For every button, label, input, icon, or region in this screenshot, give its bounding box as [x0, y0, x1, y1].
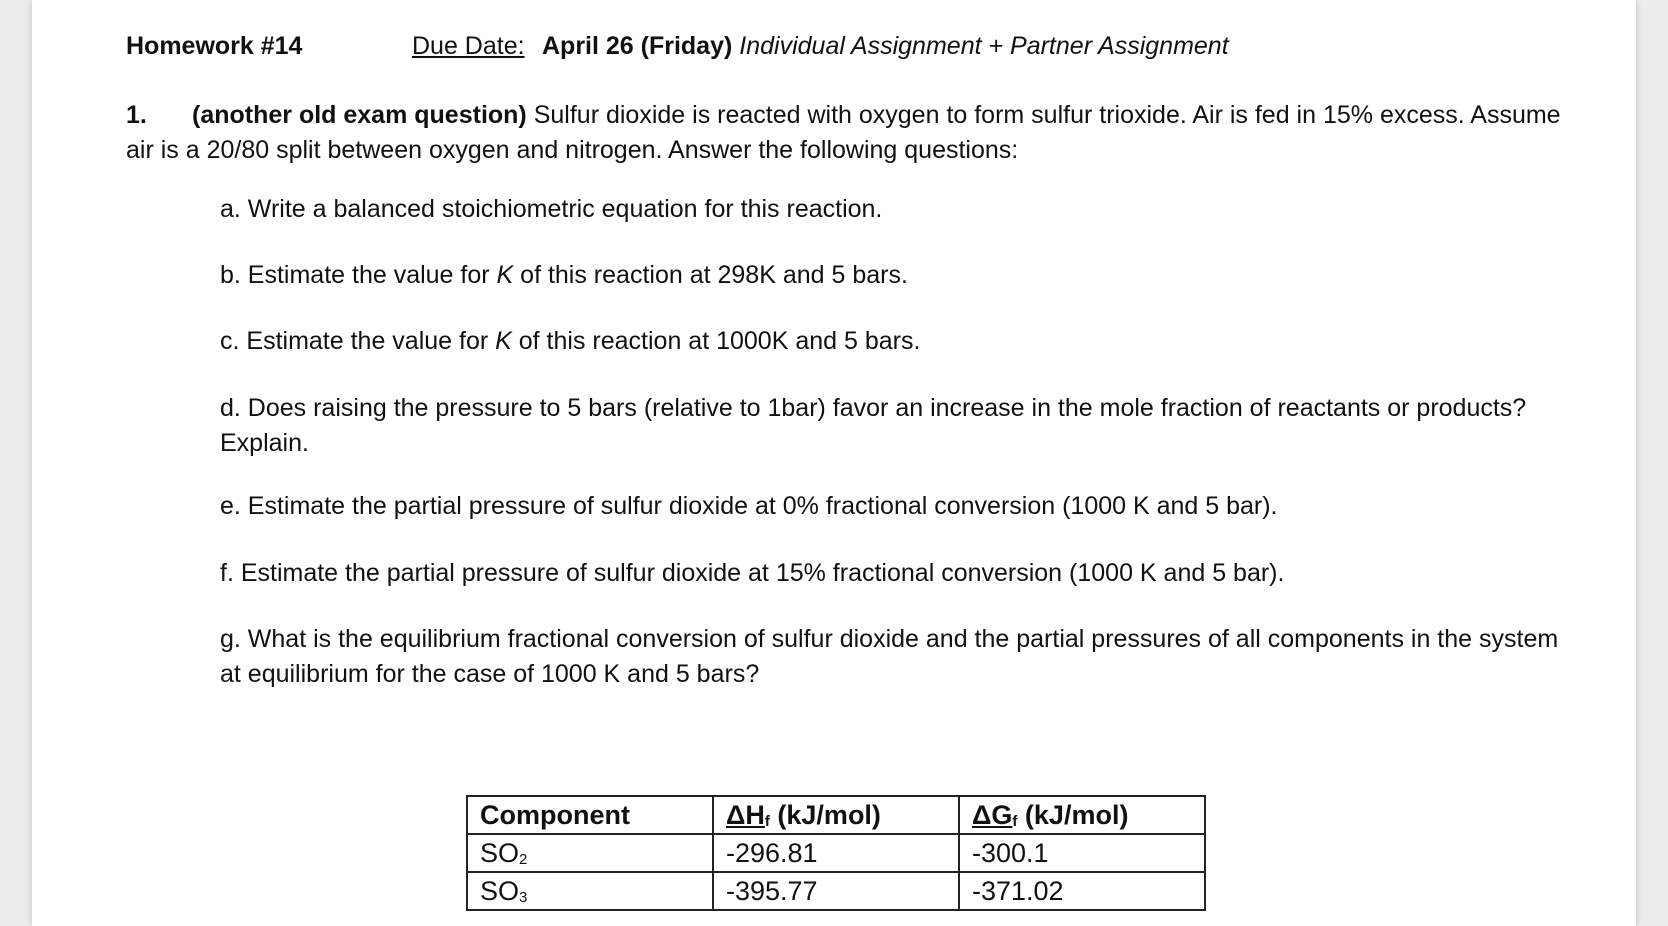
part-b-pre: b. Estimate the value for [220, 261, 497, 289]
homework-title: Homework #14 [126, 32, 303, 60]
part-f: f. Estimate the partial pressure of sulfur dioxide at 15% fractional conversion (1000 K and 5 bar). [220, 559, 1285, 587]
due-date [542, 32, 1229, 61]
due-date-value: April 26 (Friday) [542, 32, 733, 60]
formula-subscript: 2 [519, 850, 528, 868]
header-dhf [713, 796, 959, 834]
dhf-cell: -395.77 [713, 872, 959, 910]
formula-subscript: 3 [519, 888, 528, 906]
part-c-pre: c. Estimate the value for [220, 327, 496, 355]
document-page [32, 0, 1636, 926]
part-g: g. What is the equilibrium fractional conversion of sulfur dioxide and the partial pressures of all components in the system at equilibrium for the case of 1000 K and 5 bars? [220, 625, 1559, 688]
question-number: 1. [126, 101, 147, 129]
part-e: e. Estimate the partial pressure of sulfur dioxide at 0% fractional conversion (1000 K and 5 bar). [220, 492, 1278, 520]
dhf-cell: -296.81 [713, 834, 959, 872]
due-date-label: Due Date: [412, 32, 525, 60]
header-dgf [959, 796, 1205, 834]
thermo-table [466, 795, 1206, 911]
question-tag: (another old exam question) [192, 101, 527, 129]
table-header-row [467, 796, 1205, 834]
question-text: Sulfur dioxide is reacted with oxygen to form sulfur trioxide. Air is fed in 15% excess. Assume air is a 20/80 split between oxygen and nitrogen. Answer the following questions: [126, 101, 1561, 164]
part-b-var: K [496, 261, 514, 289]
assignment-type: Individual Assignment + Partner Assignment [739, 32, 1229, 60]
part-b [220, 258, 1570, 293]
homework-header [126, 32, 1229, 61]
dgf-cell: -300.1 [959, 834, 1205, 872]
header-component: Component [467, 796, 713, 834]
part-a: a. Write a balanced stoichiometric equation for this reaction. [220, 195, 883, 223]
part-d: d. Does raising the pressure to 5 bars (relative to 1bar) favor an increase in the mole fraction of reactants or products? Explain. [220, 394, 1527, 457]
question-1 [126, 98, 1566, 168]
part-c [220, 324, 1570, 359]
part-c-post: of this reaction at 1000K and 5 bars. [511, 327, 921, 355]
dgf-symbol: ΔG [972, 799, 1013, 830]
dgf-cell: -371.02 [959, 872, 1205, 910]
component-cell [467, 872, 713, 910]
part-c-var: K [495, 327, 512, 355]
component-formula: SO [480, 837, 520, 868]
dgf-unit: (kJ/mol) [1017, 799, 1129, 830]
dhf-unit: (kJ/mol) [769, 799, 881, 830]
dhf-subscript: f [764, 812, 770, 830]
component-cell [467, 834, 713, 872]
component-formula: SO [480, 875, 520, 906]
dgf-subscript: f [1012, 812, 1018, 830]
part-b-post: of this reaction at 298K and 5 bars. [513, 261, 908, 289]
table-row [467, 834, 1205, 872]
dhf-symbol: ΔH [726, 799, 765, 830]
table-row [467, 872, 1205, 910]
